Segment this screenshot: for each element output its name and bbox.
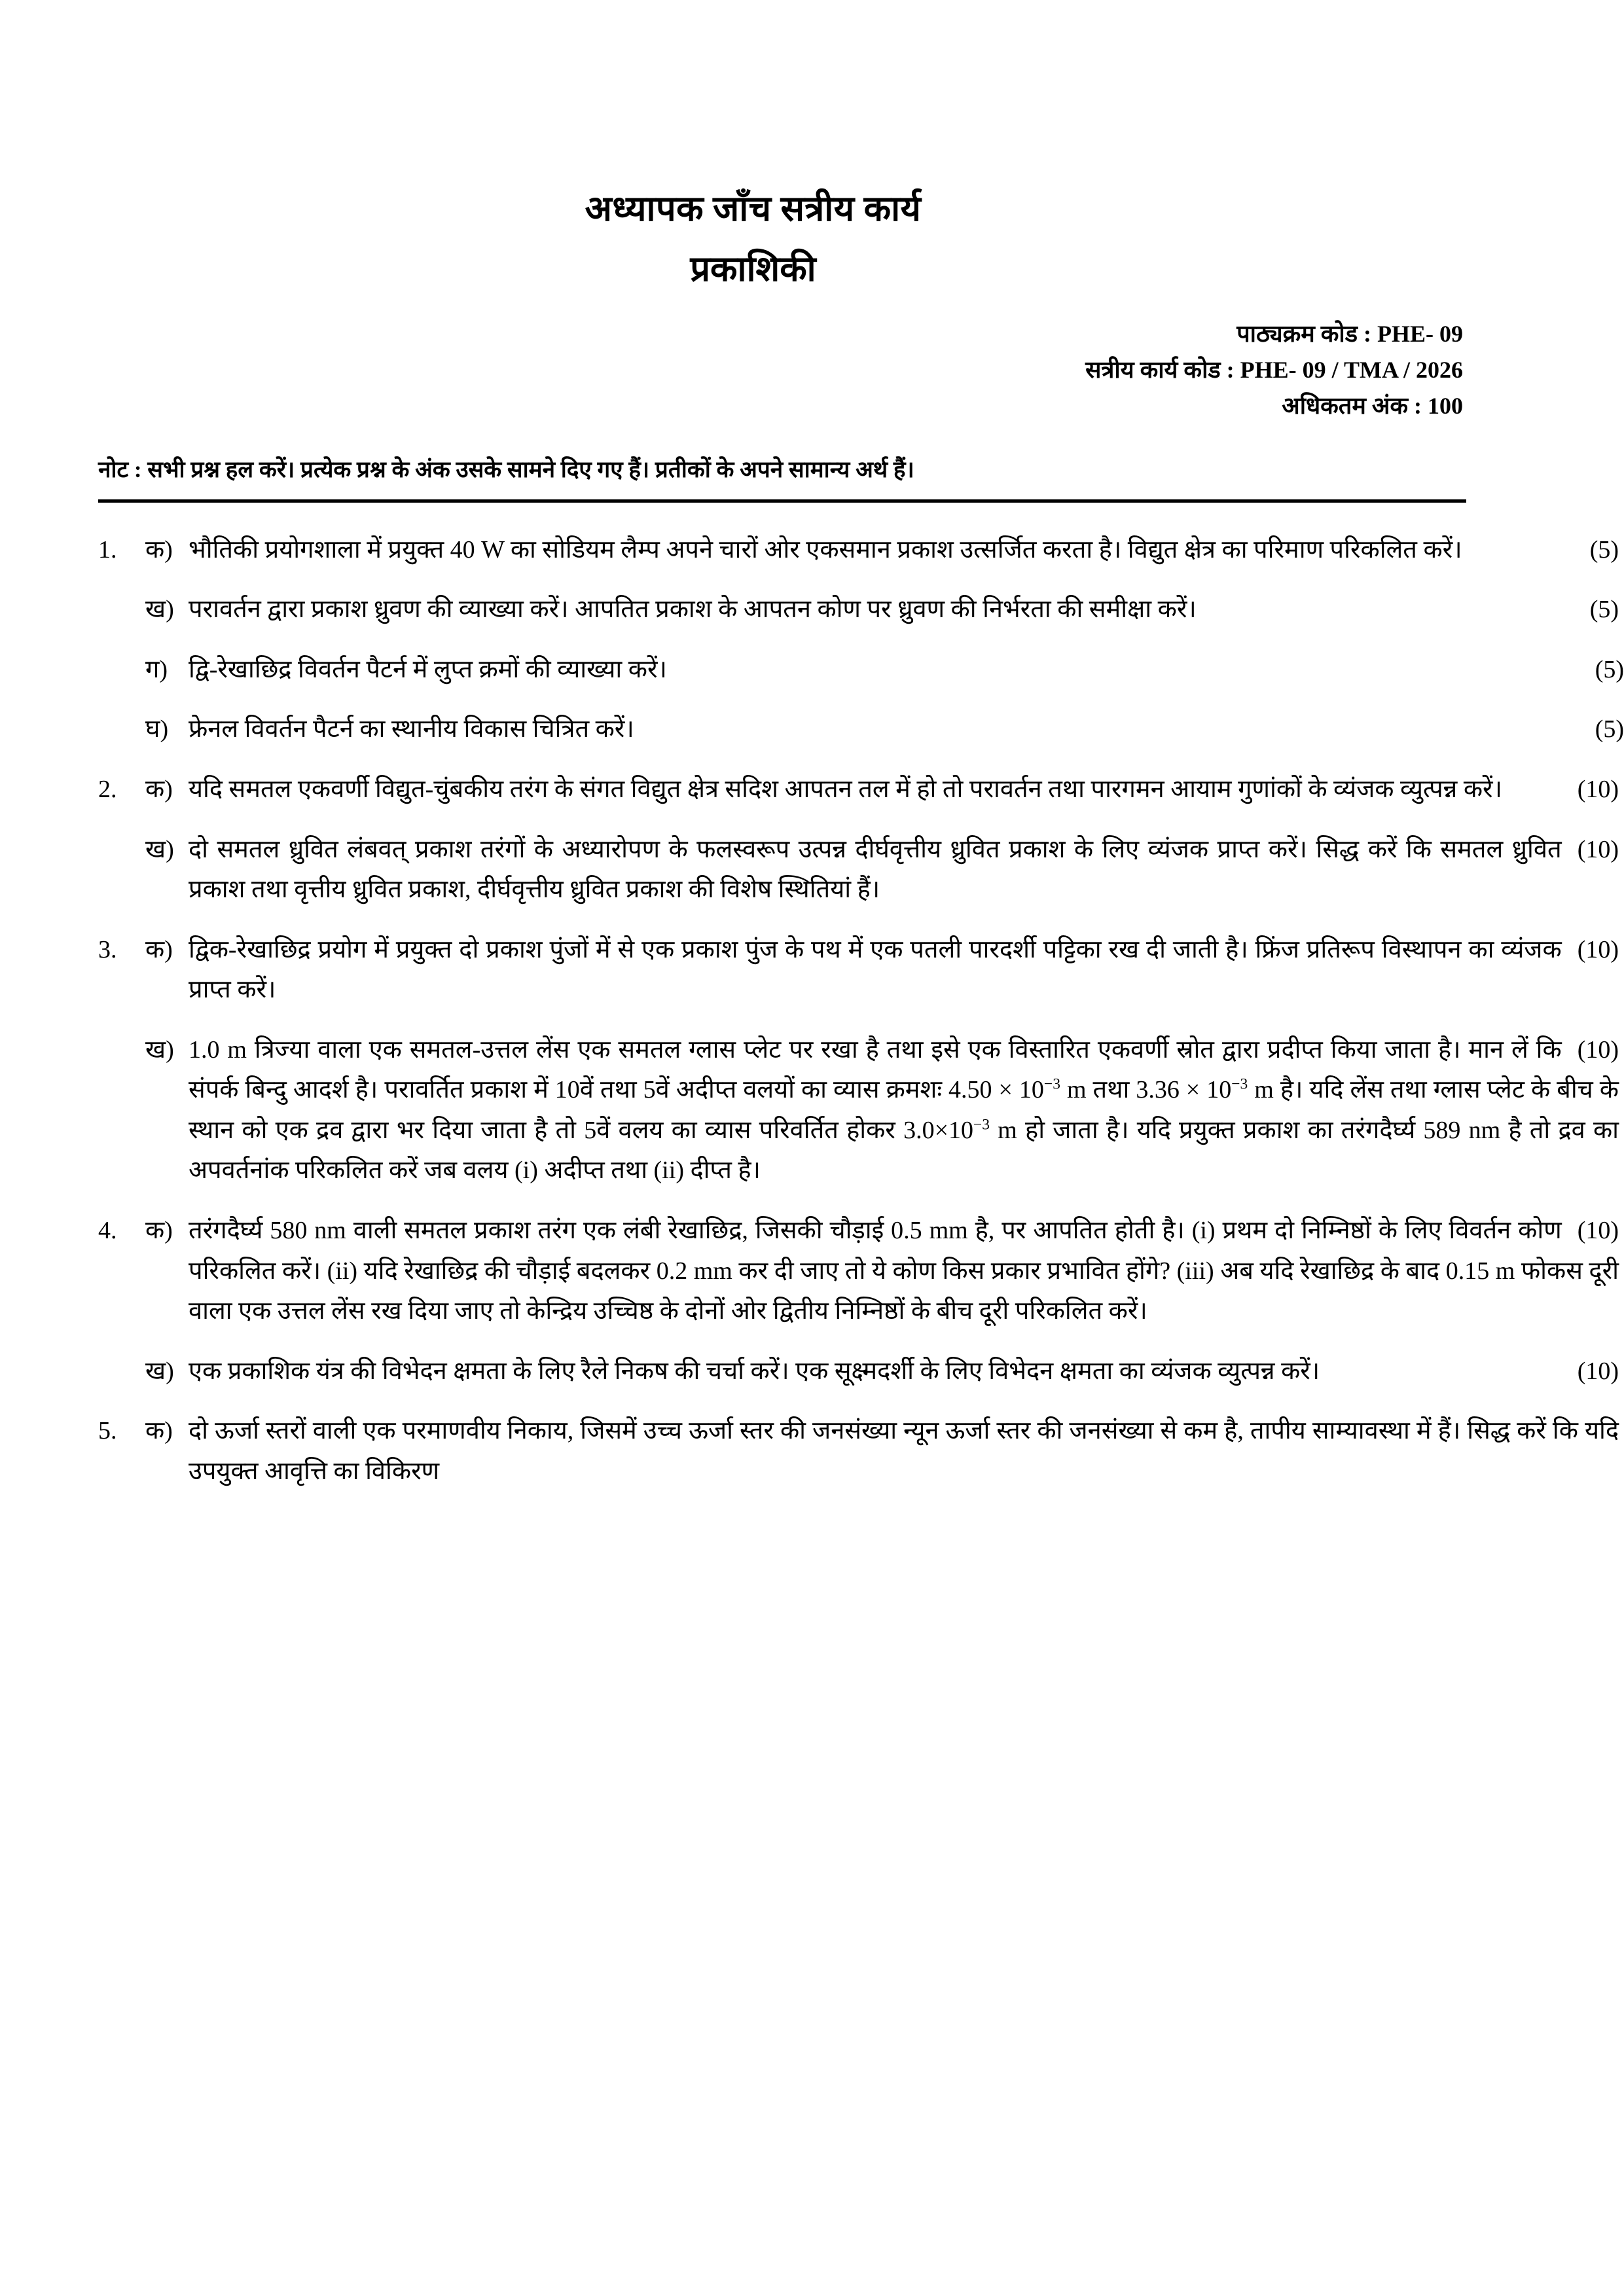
part-marks: (10) <box>1577 1357 1619 1385</box>
part-label: ग) <box>145 655 168 683</box>
part-text-body: परावर्तन द्वारा प्रकाश ध्रुवण की व्याख्या करें। आपतित प्रकाश के आपतन कोण पर ध्रुवण की निर्भरता की समीक्षा करें। <box>189 596 1197 624</box>
math-value: 3.36 × 10 <box>1136 1076 1232 1104</box>
part-label: क) <box>145 776 173 804</box>
question-number: 4. <box>98 1216 117 1244</box>
part-text <box>189 770 1624 810</box>
part-text <box>189 590 1624 630</box>
part-text-body: द्विक-रेखाछिद्र प्रयोग में प्रयुक्त दो प्रकाश पुंजों में से एक प्रकाश पुंज के पथ में एक पतली पारदर्शी पट्टिका रख दी जाती है। फ्रिंज प्रतिरूप विस्थापन का व्यंजक प्राप्त करें। <box>189 935 1562 1004</box>
part-marks: (10) <box>1577 1216 1619 1244</box>
part-text <box>189 1211 1624 1332</box>
part-marks: (10) <box>1577 935 1619 963</box>
part-text <box>189 650 1526 691</box>
part-text <box>189 1411 1624 1492</box>
part-marks: (5) <box>1595 715 1624 744</box>
part-label: ख) <box>145 1357 174 1385</box>
math-exponent: −3 <box>973 1116 990 1134</box>
question-part <box>98 650 1624 691</box>
part-text-body <box>189 1036 1619 1185</box>
question-part <box>98 1411 1624 1492</box>
part-text-body: तरंगदैर्घ्य 580 nm वाली समतल प्रकाश तरंग एक लंबी रेखाछिद्र, जिसकी चौड़ाई 0.5 mm है, पर आपतित होती है। (i) प्रथम दो निम्निष्ठों के लिए विवर्तन कोण परिकलित करें। (ii) यदि रेखाछिद्र की चौड़ाई बदलकर 0.2 mm कर दी जाए तो ये कोण किस प्रकार प्रभावित होंगे? (iii) अब यदि रेखाछिद्र के बाद 0.15 m फोकस दूरी वाला एक उत्तल लेंस रख दिया जाए तो केन्द्रिय उच्चिष्ठ के दोनों ओर द्वितीय निम्निष्ठों के बीच दूरी परिकलित करें। <box>189 1216 1619 1325</box>
math-value: 4.50 × 10 <box>948 1076 1044 1104</box>
question-number: 3. <box>98 935 117 963</box>
question-part <box>98 1352 1624 1392</box>
course-code-line: पाठ्यक्रम कोड : PHE- 09 <box>1236 321 1463 348</box>
part-text <box>189 1030 1624 1191</box>
part-text-body: द्वि-रेखाछिद्र विवर्तन पैटर्न में लुप्त क्रमों की व्याख्या करें। <box>189 655 667 683</box>
text-segment: m हो जाता है। यदि प्रयुक्त प्रकाश का तरंगदैर्घ्य 589 nm है तो द्रव का अपवर्तनांक परिकलित करें जब वलय (i) अदीप्त तथा (ii) दीप्त है। <box>189 1116 1619 1185</box>
text-segment: m है। यदि लेंस तथा ग्लास प्लेट के बीच के स्थान को एक द्रव द्वारा भर दिया जाता है तो 5वें वलय का व्यास परिवर्तित होकर <box>189 1076 1619 1144</box>
instructions-note: नोट : सभी प्रश्न हल करें। प्रत्येक प्रश्न के अंक उसके सामने दिए गए हैं। प्रतीकों के अपने सामान्य अर्थ हैं। <box>98 456 914 482</box>
page-subtitle: प्रकाशिकी <box>690 249 816 289</box>
math-exponent: −3 <box>1043 1075 1060 1093</box>
question-part <box>98 530 1624 571</box>
question-part <box>98 1211 1624 1332</box>
part-label: ख) <box>145 596 174 624</box>
part-text-body: फ्रेनल विवर्तन पैटर्न का स्थानीय विकास चित्रित करें। <box>189 715 634 744</box>
question-part <box>98 830 1624 910</box>
assignment-code-line: सत्रीय कार्य कोड : PHE- 09 / TMA / 2026 <box>1085 357 1463 384</box>
page-header <box>0 0 1624 424</box>
part-label: क) <box>145 935 173 963</box>
max-marks-line: अधिकतम अंक : 100 <box>1282 392 1463 419</box>
part-label: ख) <box>145 835 174 863</box>
header-divider <box>98 499 1466 503</box>
part-text <box>189 1352 1624 1392</box>
part-marks: (5) <box>1595 655 1624 683</box>
part-marks: (5) <box>1589 535 1619 564</box>
part-text <box>189 830 1624 910</box>
part-marks: (10) <box>1577 1035 1619 1064</box>
part-label: ख) <box>145 1035 174 1064</box>
part-text-body: दो ऊर्जा स्तरों वाली एक परमाणवीय निकाय, जिसमें उच्च ऊर्जा स्तर की जनसंख्या न्यून ऊर्जा स्तर की जनसंख्या से कम है, तापीय साम्यावस्था में हैं। सिद्ध करें कि यदि उपयुक्त आवृत्ति का विकिरण <box>189 1417 1619 1485</box>
part-marks: (5) <box>1589 596 1619 624</box>
part-text <box>189 530 1624 571</box>
part-text-body: एक प्रकाशिक यंत्र की विभेदन क्षमता के लिए रैले निकष की चर्चा करें। एक सूक्ष्मदर्शी के लिए विभेदन क्षमता का व्यंजक व्युत्पन्न करें। <box>189 1357 1320 1385</box>
question-number: 5. <box>98 1417 117 1445</box>
text-segment: m तथा <box>1060 1076 1136 1104</box>
text-segment: 1.0 m त्रिज्या वाला एक समतल-उत्तल लेंस एक समतल ग्लास प्लेट पर रखा है तथा इसे एक विस्तारित एकवर्णी स्रोत द्वारा प्रदीप्त किया जाता है। मान लें कि संपर्क बिन्दु आदर्श है। परावर्तित प्रकाश में 10वें तथा 5वें अदीप्त वलयों का व्यास क्रमशः <box>189 1035 1562 1104</box>
part-text <box>189 709 1526 750</box>
question-part <box>98 590 1624 630</box>
question-number: 1. <box>98 535 117 564</box>
part-text-body: दो समतल ध्रुवित लंबवत् प्रकाश तरंगों के अध्यारोपण के फलस्वरूप उत्पन्न दीर्घवृत्तीय ध्रुवित प्रकाश के लिए व्यंजक प्राप्त करें। सिद्ध करें कि समतल ध्रुवित प्रकाश तथा वृत्तीय ध्रुवित प्रकाश, दीर्घवृत्तीय ध्रुवित प्रकाश की विशेष स्थितियां हैं। <box>189 835 1562 904</box>
part-label: क) <box>145 1417 173 1445</box>
question-number: 2. <box>98 776 117 804</box>
question-part <box>98 930 1624 1011</box>
math-exponent: −3 <box>1231 1075 1248 1093</box>
part-marks: (10) <box>1577 776 1619 804</box>
course-meta-block <box>0 316 1624 423</box>
question-part <box>98 1030 1624 1191</box>
part-text-body: यदि समतल एकवर्णी विद्युत-चुंबकीय तरंग के संगत विद्युत क्षेत्र सदिश आपतन तल में हो तो परावर्तन तथा पारगमन आयाम गुणांकों के व्यंजक व्युत्पन्न करें। <box>189 776 1502 804</box>
part-label: क) <box>145 1216 173 1244</box>
part-text-body: भौतिकी प्रयोगशाला में प्रयुक्त 40 W का सोडियम लैम्प अपने चारों ओर एकसमान प्रकाश उत्सर्जित करता है। विद्युत क्षेत्र का परिमाण परिकलित करें। <box>189 535 1462 564</box>
part-label: क) <box>145 535 173 564</box>
question-part <box>98 709 1624 750</box>
questions-list <box>0 530 1624 1492</box>
part-marks: (10) <box>1577 835 1619 863</box>
question-part <box>98 770 1624 810</box>
part-text <box>189 930 1624 1011</box>
page-title: अध्यापक जाँच सत्रीय कार्य <box>585 189 922 228</box>
math-value: 3.0×10 <box>903 1116 973 1144</box>
part-label: घ) <box>145 715 169 744</box>
